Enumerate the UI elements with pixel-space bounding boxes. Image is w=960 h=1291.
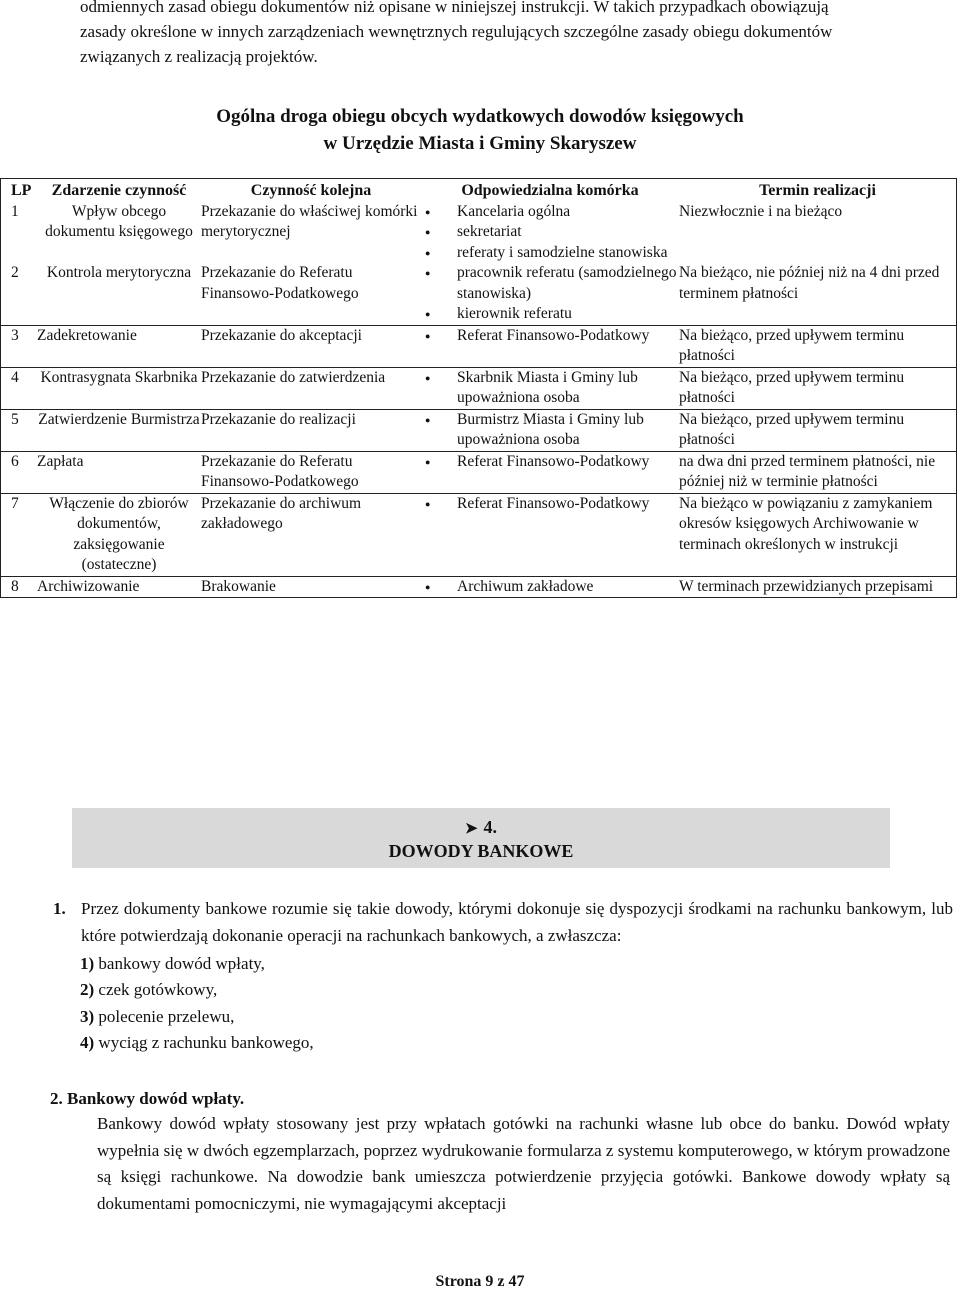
- cell-action: Przekazanie do Referatu Finansowo-Podatkowego: [201, 264, 359, 302]
- paragraph-text: Przez dokumenty bankowe rozumie się takie dowody, którymi dokonuje się dyspozycji środkami na rachunku bankowym, lub które potwierdzają dokonanie operacji na rachunkach bankowych, a zwłaszcza:: [81, 899, 953, 945]
- cell-event: Zapłata: [37, 451, 201, 493]
- paragraph-number: 1.: [53, 899, 66, 918]
- unit-list-item: ● kierownik referatu: [421, 304, 679, 325]
- cell-term: Na bieżąco, przed upływem terminu płatności: [679, 409, 957, 451]
- unit-list: [421, 410, 679, 451]
- cell-action: Przekazanie do właściwej komórki merytorycznej: [201, 202, 418, 240]
- cell-unit: [421, 325, 679, 367]
- unit-list: [421, 452, 679, 473]
- list-item: 3) polecenie przelewu,: [80, 1007, 235, 1026]
- cell-term: Na bieżąco, przed upływem terminu płatności: [679, 367, 957, 409]
- table-header-row: [1, 179, 957, 202]
- table-row: [1, 493, 957, 576]
- cell-term: Na bieżąco, nie później niż na 4 dni przed terminem płatności: [679, 264, 940, 302]
- table-row: [1, 367, 957, 409]
- cell-action: Przekazanie do archiwum zakładowego: [201, 493, 421, 576]
- table-row: [1, 451, 957, 493]
- unit-list-item: ● Archiwum zakładowe: [421, 577, 679, 598]
- table-row: [1, 202, 957, 264]
- cell-event: Kontrasygnata Skarbnika: [37, 367, 201, 409]
- unit-list-item: ● Referat Finansowo-Podatkowy: [421, 452, 679, 473]
- unit-list-item: ● referaty i samodzielne stanowiska: [421, 243, 679, 264]
- table-title-line-2: w Urzędzie Miasta i Gminy Skaryszew: [323, 133, 637, 154]
- cell-event: Archiwizowanie: [37, 576, 201, 598]
- header-event: Zdarzenie czynność: [51, 182, 187, 199]
- table-row: [1, 409, 957, 451]
- cell-lp: 1: [11, 202, 19, 220]
- header-unit: Odpowiedzialna komórka: [461, 182, 639, 199]
- intro-line: odmiennych zasad obiegu dokumentów niż opisane w niniejszej instrukcji. W takich przypadkach obowiązują: [80, 0, 829, 16]
- section-title: DOWODY BANKOWE: [388, 841, 574, 861]
- cell-unit: [421, 576, 679, 598]
- cell-unit: [421, 493, 679, 576]
- cell-term: Niezwłocznie i na bieżąco: [679, 202, 843, 220]
- intro-line: związanych z realizacją projektów.: [80, 47, 318, 66]
- page-footer: Strona 9 z 47: [435, 1273, 525, 1290]
- table-title-line-1: Ogólna droga obiegu obcych wydatkowych dowodów księgowych: [216, 106, 744, 127]
- cell-event: Zatwierdzenie Burmistrza: [37, 409, 201, 451]
- document-flow-table: [0, 178, 957, 598]
- unit-list: [421, 577, 679, 598]
- cell-event: Zadekretowanie: [37, 325, 201, 367]
- cell-lp: 7: [1, 493, 38, 576]
- list-item: 2) czek gotówkowy,: [80, 980, 218, 999]
- cell-term: na dwa dni przed terminem płatności, nie później niż w terminie płatności: [679, 451, 957, 493]
- cell-unit: [421, 202, 679, 264]
- cell-lp: 6: [1, 451, 38, 493]
- intro-paragraph: [80, 0, 950, 69]
- cell-unit: [421, 263, 679, 325]
- table-row: [1, 263, 957, 325]
- unit-list-item: ● Skarbnik Miasta i Gminy lub upoważniona osoba: [421, 368, 679, 409]
- unit-list: [421, 326, 679, 347]
- cell-term: Na bieżąco w powiązaniu z zamykaniem okresów księgowych Archiwowanie w terminach określonych w instrukcji: [679, 493, 957, 576]
- unit-list: [421, 202, 679, 264]
- cell-action: Przekazanie do Referatu Finansowo-Podatkowego: [201, 451, 421, 493]
- unit-list: [421, 368, 679, 409]
- cell-event: Wpływ obcego dokumentu księgowego: [45, 202, 193, 240]
- cell-lp: 2: [11, 264, 19, 281]
- cell-unit: [421, 409, 679, 451]
- cell-unit: [421, 367, 679, 409]
- paragraph-1: [53, 896, 953, 949]
- table-row: [1, 576, 957, 598]
- cell-lp: 3: [1, 325, 38, 367]
- unit-list: [421, 494, 679, 515]
- cell-term: Na bieżąco, przed upływem terminu płatności: [679, 325, 957, 367]
- list-item: 1) bankowy dowód wpłaty,: [80, 954, 265, 973]
- unit-list-item: ● Referat Finansowo-Podatkowy: [421, 326, 679, 347]
- unit-list-item: ● pracownik referatu (samodzielnego stanowiska): [421, 263, 679, 304]
- section-heading: [72, 808, 890, 868]
- unit-list-item: ● Referat Finansowo-Podatkowy: [421, 494, 679, 515]
- unit-list: [421, 263, 679, 325]
- paragraph-2-text: Bankowy dowód wpłaty stosowany jest przy wpłatach gotówki na rachunki własne lub obce do banku. Dowód wpłaty wypełnia się w dwóch egzemplarzach, poprzez wydrukowanie formularza z systemu komputerowego, w którym prowadzone są księgi rachunkowe. Na dowodzie bank umieszcza potwierdzenie przyjęcia gotówki. Bankowe dowody wpłaty są dokumentami pomocniczymi, nie wymagającymi akceptacji: [97, 1114, 950, 1213]
- cell-term: W terminach przewidzianych przepisami: [679, 576, 957, 598]
- cell-event: Włączenie do zbiorów dokumentów, zaksięgowanie (ostateczne): [37, 493, 201, 576]
- arrow-bullet-icon: ➤: [464, 821, 478, 837]
- section-number: 4.: [483, 817, 498, 837]
- header-action: Czynność kolejna: [250, 182, 372, 199]
- paragraph-2-heading: 2. Bankowy dowód wpłaty.: [50, 1089, 245, 1108]
- cell-action: Przekazanie do realizacji: [201, 409, 421, 451]
- cell-action: Przekazanie do akceptacji: [201, 325, 421, 367]
- table-body: [1, 202, 957, 598]
- unit-list-item: ● Kancelaria ogólna: [421, 202, 679, 223]
- cell-event: Kontrola merytoryczna: [46, 264, 192, 281]
- header-term: Termin realizacji: [759, 182, 876, 199]
- cell-action: Brakowanie: [201, 576, 421, 598]
- table-row: [1, 325, 957, 367]
- intro-line: zasady określone w innych zarządzeniach wewnętrznych regulujących szczególne zasady obiegu dokumentów: [80, 22, 833, 41]
- cell-lp: 8: [1, 576, 38, 598]
- unit-list-item: ● Burmistrz Miasta i Gminy lub upoważniona osoba: [421, 410, 679, 451]
- cell-action: Przekazanie do zatwierdzenia: [201, 367, 421, 409]
- cell-unit: [421, 451, 679, 493]
- unit-list-item: ● sekretariat: [421, 222, 679, 243]
- cell-lp: 5: [1, 409, 38, 451]
- header-lp: LP: [11, 182, 32, 199]
- cell-lp: 4: [1, 367, 38, 409]
- list-item: 4) wyciąg z rachunku bankowego,: [80, 1033, 314, 1052]
